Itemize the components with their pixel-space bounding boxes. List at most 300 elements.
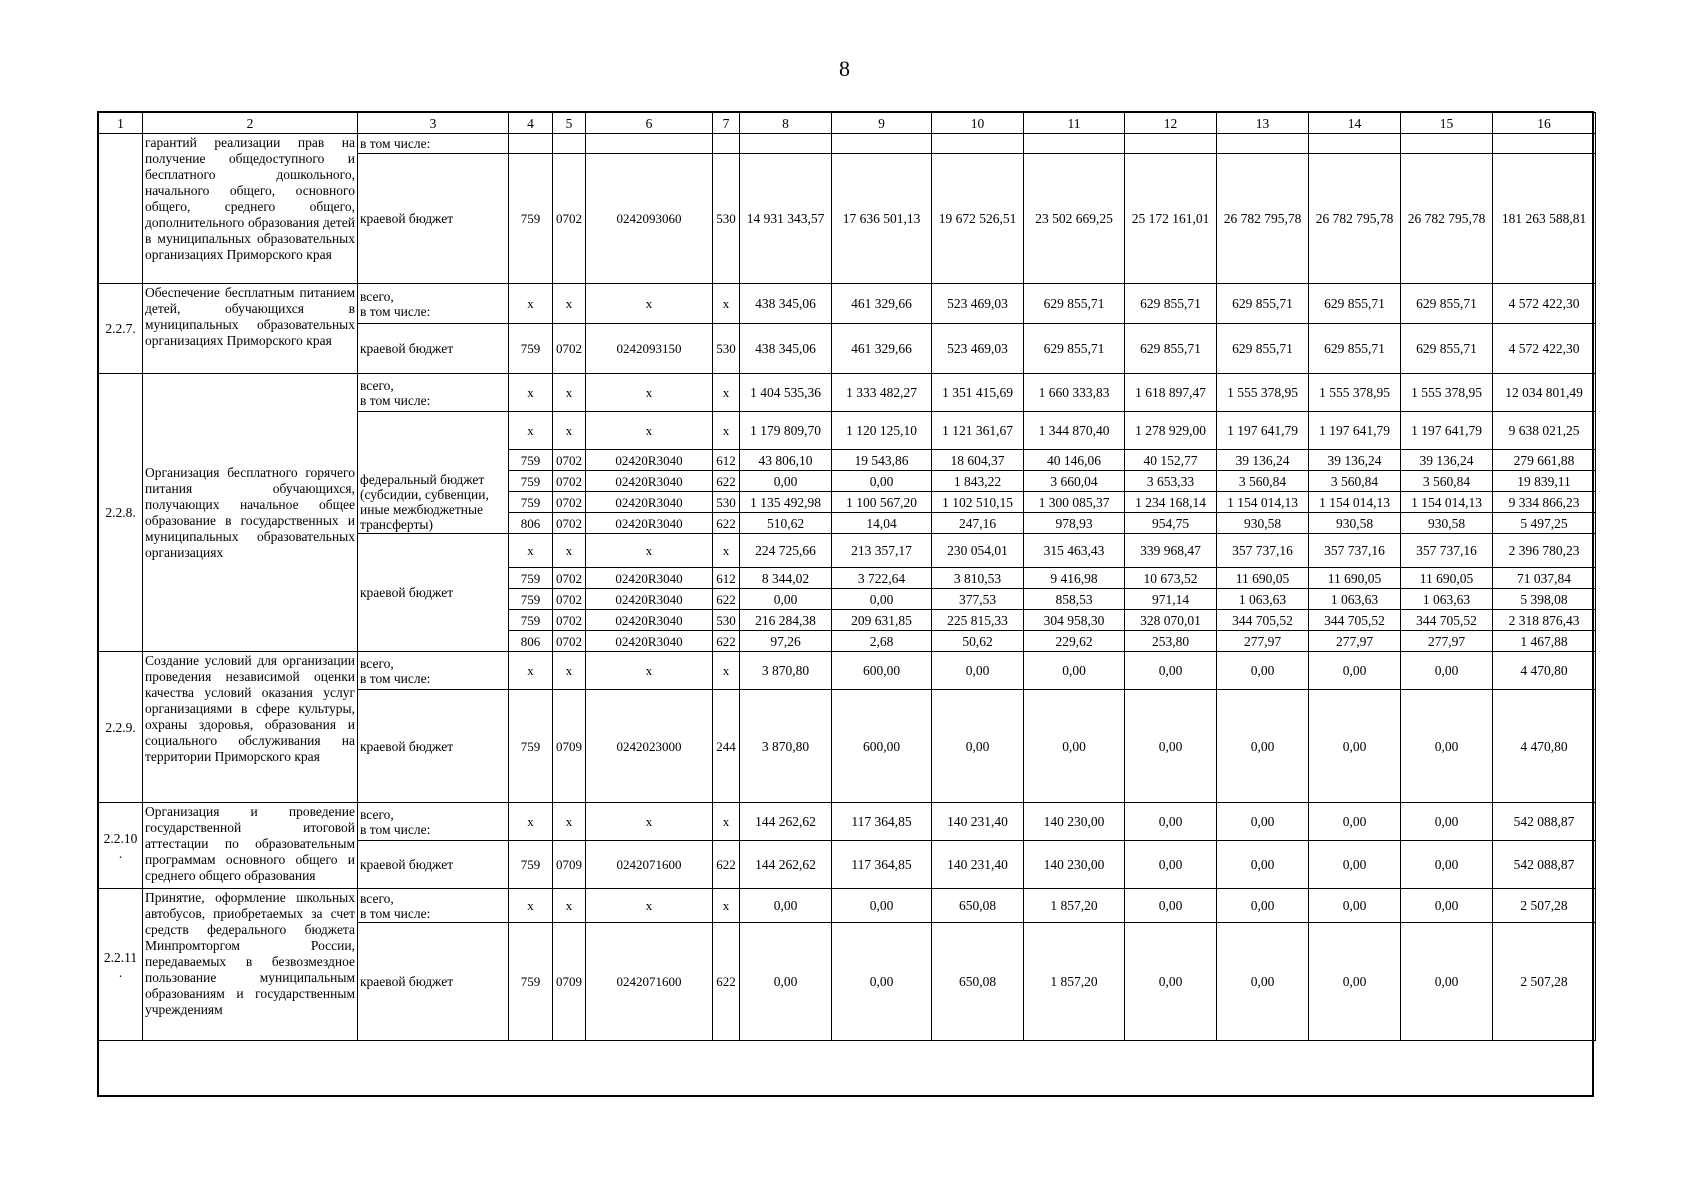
amount-cell: 0,00 (1125, 841, 1217, 889)
amount-cell: 650,08 (932, 923, 1024, 1041)
amount-cell: 971,14 (1125, 589, 1217, 610)
amount-cell: 438 345,06 (740, 324, 832, 374)
amount-cell: 0,00 (740, 589, 832, 610)
amount-cell: 0,00 (832, 471, 932, 492)
code-cell: x (509, 534, 553, 568)
amount-cell: 650,08 (932, 889, 1024, 923)
amount-cell: 629 855,71 (1401, 324, 1493, 374)
code-cell: 02420R3040 (586, 513, 713, 534)
amount-cell: 25 172 161,01 (1125, 154, 1217, 284)
code-cell: x (713, 889, 740, 923)
amount-cell: 629 855,71 (1024, 324, 1125, 374)
code-cell: x (553, 803, 586, 841)
amount-cell: 1 197 641,79 (1217, 412, 1309, 450)
amount-cell: 0,00 (1309, 652, 1401, 690)
funding-source: всего, в том числе: (358, 374, 509, 412)
amount-cell: 1 333 482,27 (832, 374, 932, 412)
code-cell: x (553, 534, 586, 568)
funding-source: краевой бюджет (358, 690, 509, 803)
empty-cell (832, 134, 932, 154)
code-cell: 02420R3040 (586, 589, 713, 610)
funding-source: всего, в том числе: (358, 803, 509, 841)
code-cell: 0702 (553, 471, 586, 492)
empty-cell (509, 134, 553, 154)
empty-cell (932, 134, 1024, 154)
funding-source: всего, в том числе: (358, 284, 509, 324)
amount-cell: 0,00 (1309, 923, 1401, 1041)
code-cell: x (713, 374, 740, 412)
code-cell: 0702 (553, 324, 586, 374)
amount-cell: 1 234 168,14 (1125, 492, 1217, 513)
column-header: 14 (1309, 113, 1401, 134)
code-cell: x (509, 374, 553, 412)
amount-cell: 315 463,43 (1024, 534, 1125, 568)
item-description: гарантий реализации прав на получение общедоступного и бесплатного дошкольного, начального общего, основного общего, среднего общего, дополнительного образования детей в муниципальных образовательных организациях Приморского края (143, 134, 358, 284)
amount-cell: 339 968,47 (1125, 534, 1217, 568)
amount-cell: 3 653,33 (1125, 471, 1217, 492)
amount-cell: 357 737,16 (1217, 534, 1309, 568)
amount-cell: 0,00 (1309, 841, 1401, 889)
amount-cell: 629 855,71 (1309, 324, 1401, 374)
column-header: 6 (586, 113, 713, 134)
code-cell: 02420R3040 (586, 610, 713, 631)
item-description: Создание условий для организации проведения независимой оценки качества условий оказания услуг организациями в сфере культуры, охраны здоровья, образования и социального обслуживания на территории Приморского края (143, 652, 358, 803)
amount-cell: 253,80 (1125, 631, 1217, 652)
amount-cell: 26 782 795,78 (1401, 154, 1493, 284)
amount-cell: 1 555 378,95 (1217, 374, 1309, 412)
amount-cell: 2,68 (832, 631, 932, 652)
amount-cell: 10 673,52 (1125, 568, 1217, 589)
amount-cell: 5 398,08 (1493, 589, 1596, 610)
amount-cell: 209 631,85 (832, 610, 932, 631)
code-cell: 759 (509, 690, 553, 803)
code-cell: 0702 (553, 513, 586, 534)
code-cell: 806 (509, 513, 553, 534)
funding-source: краевой бюджет (358, 324, 509, 374)
amount-cell: 930,58 (1217, 513, 1309, 534)
amount-cell: 3 870,80 (740, 652, 832, 690)
amount-cell: 0,00 (740, 471, 832, 492)
code-cell: 0709 (553, 690, 586, 803)
amount-cell: 14,04 (832, 513, 932, 534)
empty-cell (1401, 134, 1493, 154)
code-cell: x (509, 803, 553, 841)
amount-cell: 0,00 (832, 923, 932, 1041)
amount-cell: 0,00 (1125, 690, 1217, 803)
amount-cell: 140 231,40 (932, 841, 1024, 889)
column-header: 3 (358, 113, 509, 134)
row-number: 2.2.7. (99, 284, 143, 374)
amount-cell: 1 404 535,36 (740, 374, 832, 412)
code-cell: 02420R3040 (586, 568, 713, 589)
code-cell: x (713, 652, 740, 690)
amount-cell: 2 396 780,23 (1493, 534, 1596, 568)
code-cell: x (713, 534, 740, 568)
amount-cell: 40 152,77 (1125, 450, 1217, 471)
code-cell: 806 (509, 631, 553, 652)
code-cell: 0702 (553, 610, 586, 631)
code-cell: 612 (713, 568, 740, 589)
table-row (99, 374, 1596, 412)
amount-cell: 97,26 (740, 631, 832, 652)
code-cell: 759 (509, 154, 553, 284)
column-header: 16 (1493, 113, 1596, 134)
code-cell: 0242023000 (586, 690, 713, 803)
empty-cell (553, 134, 586, 154)
code-cell: 622 (713, 513, 740, 534)
column-header: 10 (932, 113, 1024, 134)
column-header: 9 (832, 113, 932, 134)
amount-cell: 930,58 (1309, 513, 1401, 534)
amount-cell: 0,00 (832, 889, 932, 923)
funding-source: краевой бюджет (358, 841, 509, 889)
amount-cell: 1 467,88 (1493, 631, 1596, 652)
amount-cell: 19 543,86 (832, 450, 932, 471)
amount-cell: 510,62 (740, 513, 832, 534)
row-number (99, 134, 143, 284)
amount-cell: 23 502 669,25 (1024, 154, 1125, 284)
amount-cell: 1 555 378,95 (1401, 374, 1493, 412)
amount-cell: 4 572 422,30 (1493, 324, 1596, 374)
table-row (99, 134, 1596, 154)
empty-cell (1217, 134, 1309, 154)
amount-cell: 2 318 876,43 (1493, 610, 1596, 631)
amount-cell: 0,00 (1401, 803, 1493, 841)
column-header: 4 (509, 113, 553, 134)
amount-cell: 600,00 (832, 652, 932, 690)
amount-cell: 277,97 (1309, 631, 1401, 652)
empty-cell (713, 134, 740, 154)
amount-cell: 0,00 (1125, 923, 1217, 1041)
amount-cell: 1 154 014,13 (1217, 492, 1309, 513)
code-cell: 612 (713, 450, 740, 471)
amount-cell: 600,00 (832, 690, 932, 803)
amount-cell: 629 855,71 (1125, 324, 1217, 374)
code-cell: 530 (713, 154, 740, 284)
amount-cell: 17 636 501,13 (832, 154, 932, 284)
amount-cell: 1 063,63 (1309, 589, 1401, 610)
code-cell: x (509, 889, 553, 923)
amount-cell: 1 135 492,98 (740, 492, 832, 513)
code-cell: 0709 (553, 923, 586, 1041)
empty-cell (1493, 134, 1596, 154)
amount-cell: 1 351 415,69 (932, 374, 1024, 412)
amount-cell: 629 855,71 (1401, 284, 1493, 324)
code-cell: 759 (509, 610, 553, 631)
amount-cell: 0,00 (1125, 803, 1217, 841)
amount-cell: 1 300 085,37 (1024, 492, 1125, 513)
funding-source: федеральный бюджет (субсидии, субвенции, иные межбюджетные трансферты) (358, 412, 509, 534)
code-cell: 622 (713, 923, 740, 1041)
amount-cell: 40 146,06 (1024, 450, 1125, 471)
code-cell: x (586, 374, 713, 412)
column-header: 15 (1401, 113, 1493, 134)
amount-cell: 629 855,71 (1217, 284, 1309, 324)
code-cell: 0242071600 (586, 841, 713, 889)
code-cell: 0702 (553, 154, 586, 284)
amount-cell: 4 470,80 (1493, 652, 1596, 690)
amount-cell: 0,00 (1217, 923, 1309, 1041)
amount-cell: 930,58 (1401, 513, 1493, 534)
amount-cell: 0,00 (1024, 690, 1125, 803)
column-header: 13 (1217, 113, 1309, 134)
table-row (99, 652, 1596, 690)
amount-cell: 542 088,87 (1493, 841, 1596, 889)
amount-cell: 858,53 (1024, 589, 1125, 610)
amount-cell: 19 839,11 (1493, 471, 1596, 492)
table-row (99, 889, 1596, 923)
amount-cell: 1 197 641,79 (1309, 412, 1401, 450)
amount-cell: 1 179 809,70 (740, 412, 832, 450)
code-cell: 759 (509, 589, 553, 610)
amount-cell: 229,62 (1024, 631, 1125, 652)
item-description: Обеспечение бесплатным питанием детей, обучающихся в муниципальных образовательных организациях Приморского края (143, 284, 358, 374)
column-header: 5 (553, 113, 586, 134)
amount-cell: 224 725,66 (740, 534, 832, 568)
code-cell: 02420R3040 (586, 631, 713, 652)
amount-cell: 39 136,24 (1217, 450, 1309, 471)
amount-cell: 43 806,10 (740, 450, 832, 471)
code-cell: 0702 (553, 589, 586, 610)
amount-cell: 0,00 (1125, 652, 1217, 690)
code-cell: x (553, 889, 586, 923)
code-cell: 759 (509, 568, 553, 589)
code-cell: 759 (509, 492, 553, 513)
code-cell: 244 (713, 690, 740, 803)
column-header: 7 (713, 113, 740, 134)
amount-cell: 9 638 021,25 (1493, 412, 1596, 450)
code-cell: 0242071600 (586, 923, 713, 1041)
funding-source: в том числе: (358, 134, 509, 154)
column-header: 2 (143, 113, 358, 134)
code-cell: 0702 (553, 631, 586, 652)
amount-cell: 2 507,28 (1493, 889, 1596, 923)
amount-cell: 277,97 (1217, 631, 1309, 652)
code-cell: x (713, 284, 740, 324)
amount-cell: 344 705,52 (1217, 610, 1309, 631)
amount-cell: 357 737,16 (1309, 534, 1401, 568)
amount-cell: 230 054,01 (932, 534, 1024, 568)
amount-cell: 4 572 422,30 (1493, 284, 1596, 324)
amount-cell: 279 661,88 (1493, 450, 1596, 471)
amount-cell: 9 416,98 (1024, 568, 1125, 589)
table-row (99, 803, 1596, 841)
amount-cell: 140 230,00 (1024, 803, 1125, 841)
code-cell: 530 (713, 610, 740, 631)
amount-cell: 1 660 333,83 (1024, 374, 1125, 412)
amount-cell: 1 857,20 (1024, 923, 1125, 1041)
code-cell: x (586, 412, 713, 450)
amount-cell: 3 870,80 (740, 690, 832, 803)
amount-cell: 461 329,66 (832, 284, 932, 324)
amount-cell: 523 469,03 (932, 324, 1024, 374)
amount-cell: 954,75 (1125, 513, 1217, 534)
amount-cell: 0,00 (1024, 652, 1125, 690)
amount-cell: 357 737,16 (1401, 534, 1493, 568)
amount-cell: 26 782 795,78 (1309, 154, 1401, 284)
code-cell: 02420R3040 (586, 450, 713, 471)
code-cell: 759 (509, 450, 553, 471)
row-number: 2.2.10 . (99, 803, 143, 889)
amount-cell: 0,00 (1401, 841, 1493, 889)
amount-cell: 629 855,71 (1217, 324, 1309, 374)
code-cell: 622 (713, 841, 740, 889)
amount-cell: 1 278 929,00 (1125, 412, 1217, 450)
amount-cell: 344 705,52 (1401, 610, 1493, 631)
row-number: 2.2.11 . (99, 889, 143, 1041)
code-cell: 622 (713, 589, 740, 610)
code-cell: 0709 (553, 841, 586, 889)
amount-cell: 9 334 866,23 (1493, 492, 1596, 513)
code-cell: 02420R3040 (586, 471, 713, 492)
amount-cell: 1 102 510,15 (932, 492, 1024, 513)
amount-cell: 1 344 870,40 (1024, 412, 1125, 450)
code-cell: x (553, 284, 586, 324)
amount-cell: 5 497,25 (1493, 513, 1596, 534)
amount-cell: 0,00 (1401, 690, 1493, 803)
amount-cell: 8 344,02 (740, 568, 832, 589)
code-cell: 0702 (553, 492, 586, 513)
amount-cell: 0,00 (1125, 889, 1217, 923)
amount-cell: 0,00 (932, 652, 1024, 690)
amount-cell: 0,00 (1217, 889, 1309, 923)
amount-cell: 328 070,01 (1125, 610, 1217, 631)
item-description: Принятие, оформление школьных автобусов, приобретаемых за счет средств федерального бюджета Минпромторгом России, передаваемых в безвозмездное пользование муниципальным образованиям и государственным учреждениям (143, 889, 358, 1041)
amount-cell: 1 618 897,47 (1125, 374, 1217, 412)
amount-cell: 0,00 (1309, 803, 1401, 841)
header-row (99, 113, 1596, 134)
column-header: 1 (99, 113, 143, 134)
amount-cell: 144 262,62 (740, 803, 832, 841)
code-cell: x (553, 412, 586, 450)
amount-cell: 304 958,30 (1024, 610, 1125, 631)
empty-cell (1125, 134, 1217, 154)
amount-cell: 50,62 (932, 631, 1024, 652)
item-description: Организация бесплатного горячего питания обучающихся, получающих начальное общее образование в государственных и муниципальных образовательных организациях (143, 374, 358, 652)
amount-cell: 3 560,84 (1401, 471, 1493, 492)
amount-cell: 344 705,52 (1309, 610, 1401, 631)
code-cell: x (586, 803, 713, 841)
row-number: 2.2.8. (99, 374, 143, 652)
code-cell: x (553, 374, 586, 412)
amount-cell: 19 672 526,51 (932, 154, 1024, 284)
amount-cell: 26 782 795,78 (1217, 154, 1309, 284)
amount-cell: 1 857,20 (1024, 889, 1125, 923)
amount-cell: 0,00 (1217, 803, 1309, 841)
amount-cell: 0,00 (1401, 889, 1493, 923)
code-cell: 759 (509, 923, 553, 1041)
amount-cell: 1 063,63 (1217, 589, 1309, 610)
amount-cell: 117 364,85 (832, 841, 932, 889)
column-header: 11 (1024, 113, 1125, 134)
code-cell: 0242093060 (586, 154, 713, 284)
amount-cell: 11 690,05 (1401, 568, 1493, 589)
amount-cell: 0,00 (1217, 841, 1309, 889)
code-cell: x (586, 534, 713, 568)
amount-cell: 3 810,53 (932, 568, 1024, 589)
code-cell: x (586, 889, 713, 923)
code-cell: x (586, 652, 713, 690)
code-cell: 759 (509, 324, 553, 374)
code-cell: x (509, 412, 553, 450)
amount-cell: 277,97 (1401, 631, 1493, 652)
code-cell: x (509, 284, 553, 324)
code-cell: 0242093150 (586, 324, 713, 374)
code-cell: x (713, 412, 740, 450)
row-number: 2.2.9. (99, 652, 143, 803)
amount-cell: 14 931 343,57 (740, 154, 832, 284)
amount-cell: 140 230,00 (1024, 841, 1125, 889)
code-cell: 0702 (553, 450, 586, 471)
amount-cell: 18 604,37 (932, 450, 1024, 471)
amount-cell: 140 231,40 (932, 803, 1024, 841)
amount-cell: 39 136,24 (1309, 450, 1401, 471)
item-description: Организация и проведение государственной итоговой аттестации по образовательным программам основного общего и среднего общего образования (143, 803, 358, 889)
code-cell: 622 (713, 631, 740, 652)
amount-cell: 0,00 (1217, 690, 1309, 803)
amount-cell: 144 262,62 (740, 841, 832, 889)
amount-cell: 629 855,71 (1309, 284, 1401, 324)
amount-cell: 0,00 (932, 690, 1024, 803)
amount-cell: 978,93 (1024, 513, 1125, 534)
amount-cell: 1 154 014,13 (1401, 492, 1493, 513)
code-cell: 530 (713, 492, 740, 513)
amount-cell: 438 345,06 (740, 284, 832, 324)
amount-cell: 117 364,85 (832, 803, 932, 841)
table-row (99, 284, 1596, 324)
empty-cell (740, 134, 832, 154)
column-header: 8 (740, 113, 832, 134)
amount-cell: 1 154 014,13 (1309, 492, 1401, 513)
amount-cell: 0,00 (740, 923, 832, 1041)
amount-cell: 0,00 (1401, 923, 1493, 1041)
amount-cell: 39 136,24 (1401, 450, 1493, 471)
code-cell: x (586, 284, 713, 324)
amount-cell: 1 120 125,10 (832, 412, 932, 450)
amount-cell: 216 284,38 (740, 610, 832, 631)
funding-source: всего, в том числе: (358, 652, 509, 690)
code-cell: 530 (713, 324, 740, 374)
amount-cell: 0,00 (740, 889, 832, 923)
amount-cell: 1 063,63 (1401, 589, 1493, 610)
amount-cell: 4 470,80 (1493, 690, 1596, 803)
amount-cell: 629 855,71 (1024, 284, 1125, 324)
amount-cell: 2 507,28 (1493, 923, 1596, 1041)
code-cell: 622 (713, 471, 740, 492)
amount-cell: 213 357,17 (832, 534, 932, 568)
code-cell: x (713, 803, 740, 841)
amount-cell: 1 100 567,20 (832, 492, 932, 513)
amount-cell: 0,00 (1217, 652, 1309, 690)
funding-source: краевой бюджет (358, 923, 509, 1041)
amount-cell: 523 469,03 (932, 284, 1024, 324)
amount-cell: 11 690,05 (1217, 568, 1309, 589)
page-number: 8 (839, 56, 850, 81)
amount-cell: 71 037,84 (1493, 568, 1596, 589)
code-cell: x (553, 652, 586, 690)
amount-cell: 629 855,71 (1125, 284, 1217, 324)
amount-cell: 225 815,33 (932, 610, 1024, 631)
code-cell: 759 (509, 471, 553, 492)
funding-source: краевой бюджет (358, 154, 509, 284)
amount-cell: 0,00 (1309, 889, 1401, 923)
amount-cell: 461 329,66 (832, 324, 932, 374)
amount-cell: 0,00 (832, 589, 932, 610)
code-cell: 0702 (553, 568, 586, 589)
amount-cell: 1 843,22 (932, 471, 1024, 492)
funding-source: краевой бюджет (358, 534, 509, 652)
code-cell: 759 (509, 841, 553, 889)
